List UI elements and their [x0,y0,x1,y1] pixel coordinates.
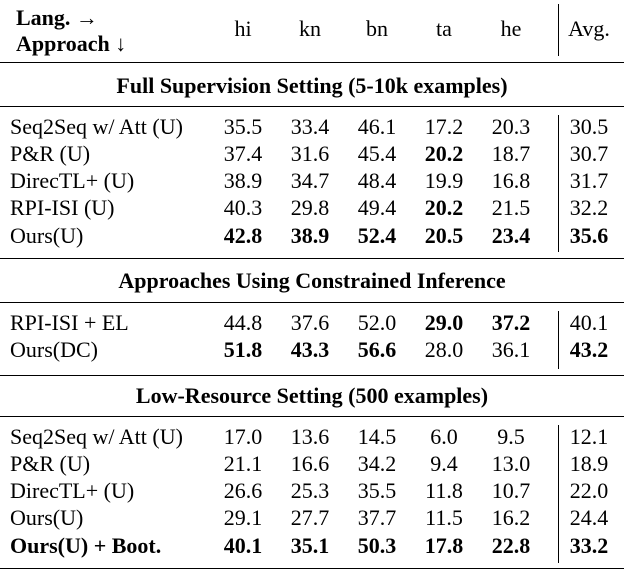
table-cell: 34.2 [357,451,397,476]
table-cell: 38.9 [223,168,263,193]
section-title: Low-Resource Setting (500 examples) [135,383,489,408]
row-label: RPI-ISI (U) [10,195,115,220]
table-cell: 35.1 [290,533,330,558]
row-label: P&R (U) [10,141,91,166]
table-cell: 51.8 [223,337,263,362]
table-cell: 52.4 [357,223,397,248]
row-label: Ours(U) [10,505,84,530]
table-cell: 21.1 [223,451,263,476]
row-label: DirecTL+ (U) [10,478,135,503]
table-cell: 6.0 [430,424,458,449]
table-cell-avg: 43.2 [569,337,609,362]
row-label: RPI-ISI + EL [10,310,129,335]
table-cell: 40.3 [223,195,263,220]
table-cell: 34.7 [290,168,330,193]
table-rule [0,258,624,259]
table-cell: 35.5 [223,114,263,139]
table-cell: 40.1 [223,533,263,558]
table-cell: 25.3 [290,478,330,503]
table-cell-avg: 31.7 [569,168,609,193]
table-cell: 14.5 [357,424,397,449]
table-cell: 46.1 [357,114,397,139]
table-cell-avg: 32.2 [569,195,609,220]
table-cell: 11.8 [425,478,463,503]
table-cell: 20.2 [424,195,464,220]
column-header-ta: ta [436,16,452,41]
table-cell: 50.3 [357,533,397,558]
table-rule [0,568,624,569]
table-cell: 11.5 [425,505,463,530]
table-cell: 27.7 [290,505,330,530]
row-label: Ours(U) [10,223,84,248]
table-cell-avg: 40.1 [569,310,609,335]
corner-header-lang: Lang. → [16,5,98,30]
table-cell: 20.2 [424,141,464,166]
table-cell: 17.8 [424,533,464,558]
table-cell-avg: 22.0 [569,478,609,503]
table-cell-avg: 18.9 [569,451,609,476]
table-cell: 36.1 [491,337,531,362]
row-label: Ours(U) + Boot. [10,533,162,558]
table-cell: 52.0 [357,310,397,335]
table-cell-avg: 35.6 [569,223,609,248]
table-cell: 20.3 [491,114,531,139]
row-label: Seq2Seq w/ Att (U) [10,114,183,139]
table-cell: 56.6 [357,337,397,362]
column-header-he: he [500,16,522,41]
column-header-avg: Avg. [568,16,610,41]
table-cell: 44.8 [223,310,263,335]
table-cell: 22.8 [491,533,531,558]
table-cell-avg: 30.5 [569,114,609,139]
table-cell: 31.6 [290,141,330,166]
table-rule [0,416,624,417]
row-label: DirecTL+ (U) [10,168,135,193]
table-cell: 38.9 [290,223,330,248]
table-cell-avg: 30.7 [569,141,609,166]
section-title: Approaches Using Constrained Inference [118,268,506,293]
table-cell: 45.4 [357,141,397,166]
table-cell: 9.4 [430,451,458,476]
table-cell: 17.2 [424,114,464,139]
table-cell: 28.0 [424,337,464,362]
table-cell-avg: 24.4 [569,505,609,530]
table-cell: 26.6 [223,478,263,503]
table-cell: 37.2 [491,310,531,335]
table-rule [0,106,624,107]
table-cell: 16.6 [290,451,330,476]
table-cell: 16.8 [491,168,531,193]
table-cell: 35.5 [357,478,397,503]
table-cell: 29.0 [424,310,464,335]
column-header-kn: kn [299,16,321,41]
table-cell: 29.8 [290,195,330,220]
avg-divider [558,4,559,56]
table-cell-avg: 12.1 [569,424,609,449]
table-cell: 48.4 [357,168,397,193]
table-cell: 33.4 [290,114,330,139]
table-rule [0,62,624,63]
row-label: Seq2Seq w/ Att (U) [10,424,183,449]
table-cell: 49.4 [357,195,397,220]
column-header-bn: bn [366,16,388,41]
table-cell: 37.7 [357,505,397,530]
table-rule [0,375,624,376]
section-title: Full Supervision Setting (5-10k examples) [116,73,508,98]
table-cell: 16.2 [491,505,531,530]
table-cell: 9.5 [497,424,525,449]
table-cell-avg: 33.2 [569,533,609,558]
table-rule [0,302,624,303]
table-cell: 13.6 [290,424,330,449]
table-cell: 17.0 [223,424,263,449]
table-cell: 37.4 [223,141,263,166]
table-cell: 37.6 [290,310,330,335]
table-cell: 43.3 [290,337,330,362]
table-cell: 13.0 [491,451,531,476]
row-label: P&R (U) [10,451,91,476]
table-cell: 42.8 [223,223,263,248]
table-cell: 20.5 [424,223,464,248]
table-cell: 23.4 [491,223,531,248]
table-cell: 18.7 [491,141,531,166]
table-cell: 21.5 [491,195,531,220]
table-cell: 29.1 [223,505,263,530]
corner-header-approach: Approach ↓ [16,31,127,56]
column-header-hi: hi [234,16,252,41]
table-cell: 10.7 [491,478,531,503]
row-label: Ours(DC) [10,337,98,362]
table-cell: 19.9 [424,168,464,193]
